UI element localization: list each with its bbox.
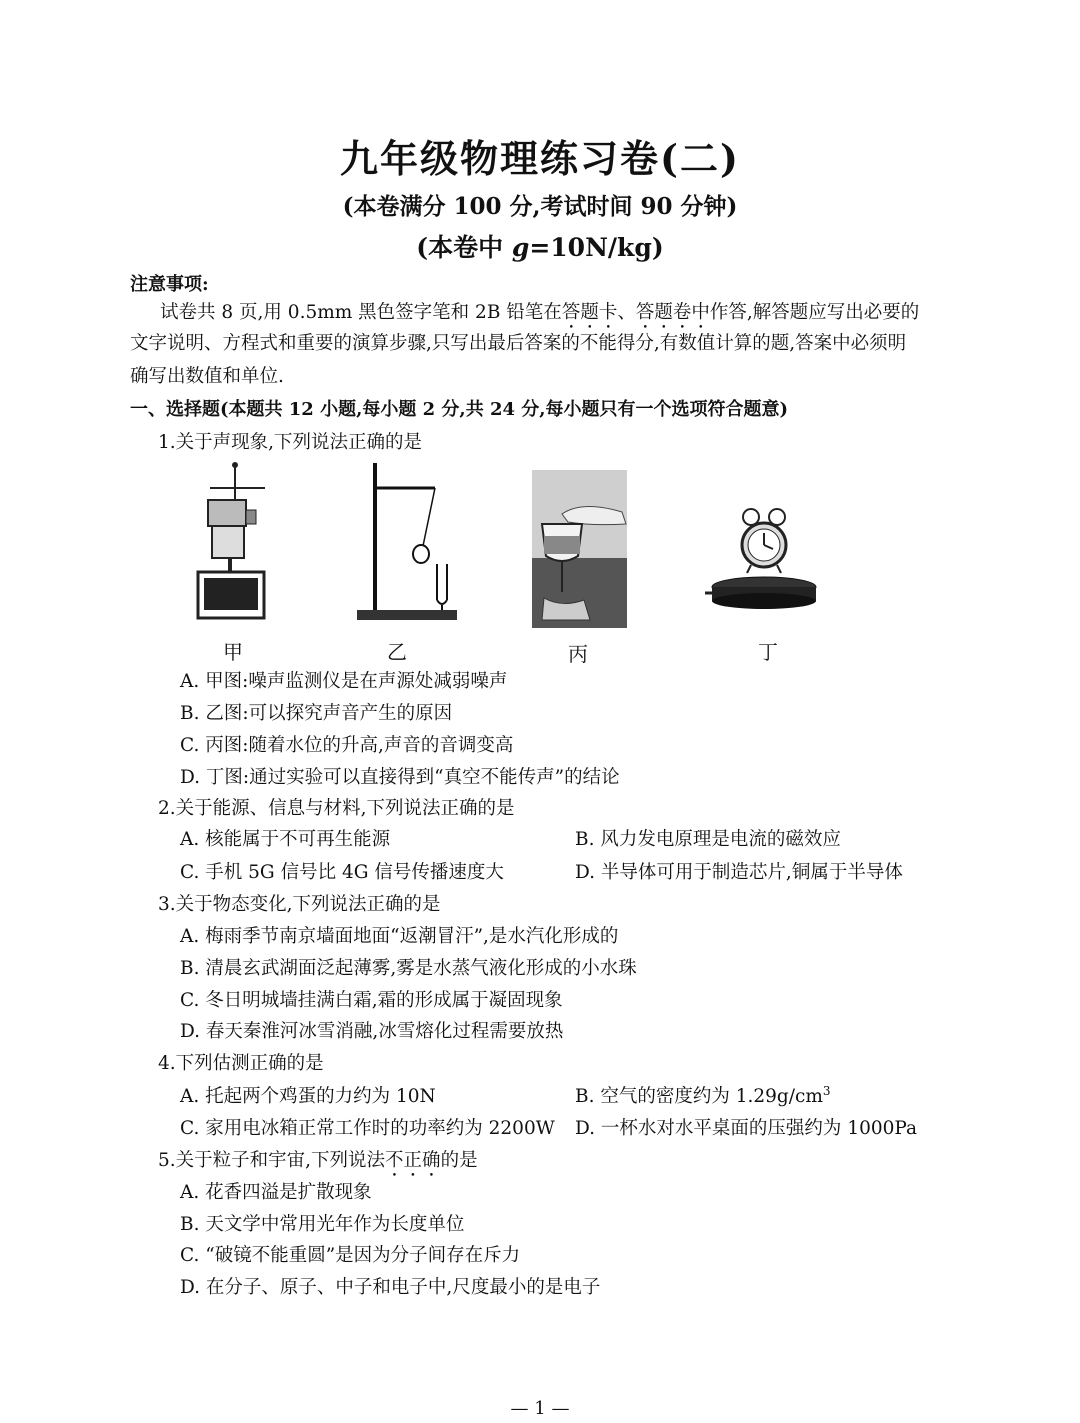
notice-line-1: [160, 298, 919, 333]
q2-stem: 2.关于能源、信息与材料,下列说法正确的是: [158, 798, 515, 819]
page-number: — 1 —: [510, 1398, 570, 1419]
figure-bing-wine-glass: [532, 470, 627, 628]
q4-stem: 4.下列估测正确的是: [158, 1053, 324, 1074]
q3-option-b: B. 清晨玄武湖面泛起薄雾,雾是水蒸气液化形成的小水珠: [180, 958, 637, 979]
notice-line-3: 确写出数值和单位.: [130, 366, 284, 387]
section-1-heading: 一、选择题(本题共 12 小题,每小题 2 分,共 24 分,每小题只有一个选项符合题意): [130, 399, 789, 420]
q2-option-d: D. 半导体可用于制造芯片,铜属于半导体: [575, 862, 903, 883]
q5-option-c: C. “破镜不能重圆”是因为分子间存在斥力: [180, 1245, 521, 1266]
q5-stem-a: 5.关于粒子和宇宙,下列说法: [158, 1150, 386, 1171]
q2-option-a: A. 核能属于不可再生能源: [180, 829, 391, 850]
g-line-pre: (本卷中: [416, 233, 512, 262]
figure-label-jia: 甲: [223, 640, 243, 664]
q3-option-c: C. 冬日明城墙挂满白霜,霜的形成属于凝固现象: [180, 990, 563, 1011]
q1-stem: 1.关于声现象,下列说法正确的是: [158, 432, 423, 453]
q5-stem: [158, 1146, 478, 1181]
notice-line-1a: 试卷共 8 页,用 0.5mm 黑色签字笔和 2B 铅笔在: [160, 302, 562, 323]
q1-option-b: B. 乙图:可以探究声音产生的原因: [180, 703, 453, 724]
q3-option-d: D. 春天秦淮河冰雪消融,冰雪熔化过程需要放热: [180, 1021, 564, 1042]
q1-option-a: A. 甲图:噪声监测仪是在声源处减弱噪声: [180, 671, 508, 692]
q4-option-c: C. 家用电冰箱正常工作时的功率约为 2200W: [180, 1118, 555, 1139]
g-line-post: =10N/kg): [529, 233, 664, 262]
paper-subtitle: (本卷满分 100 分,考试时间 90 分钟): [342, 193, 738, 220]
q5-stem-emph: 不正确: [385, 1150, 441, 1171]
paper-title: 九年级物理练习卷(二): [340, 136, 740, 181]
gravity-constant-note: [0, 228, 1080, 264]
figure-label-ding: 丁: [758, 640, 778, 664]
figure-yi-tuning-fork: [355, 460, 465, 625]
q4-option-b-superscript: 3: [822, 1083, 831, 1098]
q1-option-c: C. 丙图:随着水位的升高,声音的音调变高: [180, 735, 514, 756]
q4-option-a: A. 托起两个鸡蛋的力约为 10N: [180, 1086, 436, 1107]
q5-stem-c: 的是: [440, 1150, 478, 1171]
figure-jia-noise-monitor: [190, 460, 280, 625]
q5-option-d: D. 在分子、原子、中子和电子中,尺度最小的是电子: [180, 1277, 601, 1298]
notice-emph-answer-card: 答题卡: [561, 302, 618, 323]
q2-option-b: B. 风力发电原理是电流的磁效应: [575, 829, 841, 850]
q1-option-d: D. 丁图:通过实验可以直接得到“真空不能传声”的结论: [180, 767, 620, 788]
q5-option-b: B. 天文学中常用光年作为长度单位: [180, 1214, 465, 1235]
q3-option-a: A. 梅雨季节南京墙面地面“返潮冒汗”,是水汽化形成的: [180, 926, 619, 947]
figure-label-yi: 乙: [387, 640, 407, 664]
notice-line-2: 文字说明、方程式和重要的演算步骤,只写出最后答案的不能得分,有数值计算的题,答案中必须明: [130, 333, 907, 354]
q2-option-c: C. 手机 5G 信号比 4G 信号传播速度大: [180, 862, 504, 883]
notice-line-1e: 作答,解答题应写出必要的: [709, 302, 920, 323]
q4-option-d: D. 一杯水对水平桌面的压强约为 1000Pa: [575, 1118, 918, 1139]
notice-line-1c: 、: [617, 302, 636, 323]
q4-option-b: [575, 1082, 831, 1108]
q3-stem: 3.关于物态变化,下列说法正确的是: [158, 894, 441, 915]
q5-option-a: A. 花香四溢是扩散现象: [180, 1182, 372, 1203]
q4-option-b-text: B. 空气的密度约为 1.29g/cm: [575, 1086, 823, 1107]
notice-heading: 注意事项:: [130, 274, 209, 295]
g-variable: g: [511, 233, 530, 262]
notice-emph-answer-sheet: 答题卷中: [635, 302, 710, 323]
figure-label-bing: 丙: [568, 642, 588, 666]
figure-ding-bell-jar: [705, 505, 820, 620]
